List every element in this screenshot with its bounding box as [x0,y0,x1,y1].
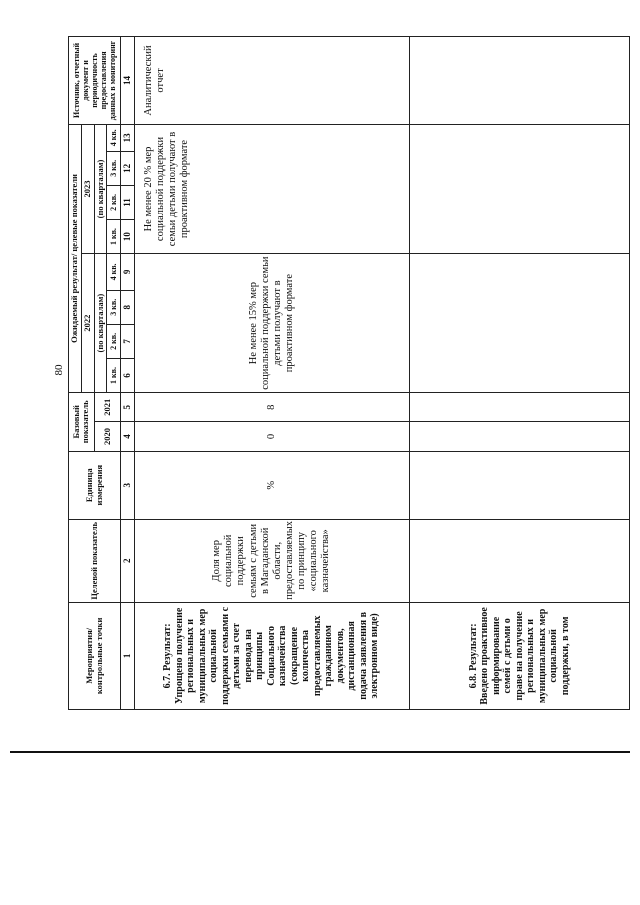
target-2022-6-7: Не менее 15% мер социальной поддержки семьи детьми получают в проактивном формате [134,254,409,393]
index-cell: 3 [121,451,134,519]
header-expected: Ожидаемый результат/ целевые показатели [69,124,82,392]
target-2023-6-8 [409,124,629,253]
table-row-6-8 [409,37,629,710]
source-6-7: Аналитический отчет [134,37,409,125]
header-base-2021: 2021 [94,393,121,422]
header-year-2022: 2022 [81,254,94,393]
unit-6-7: % [134,451,409,519]
table-row-6-7 [134,37,409,710]
index-cell: 6 [121,358,134,392]
index-cell: 12 [121,151,134,185]
header-2023-q3: 3 кв. [107,151,121,185]
header-source: Источник, отчетный документ и периодичность предоставления данных в мониторинг [69,37,121,125]
header-2022-q3: 3 кв. [107,290,121,324]
index-cell: 2 [121,519,134,602]
index-cell: 11 [121,185,134,219]
index-cell: 13 [121,124,134,151]
header-base: Базовый показатель [69,393,95,452]
base-2020-6-8 [409,422,629,451]
header-2022-q1: 1 кв. [107,358,121,392]
index-cell: 4 [121,422,134,451]
base-2021-6-8 [409,393,629,422]
header-year-2023: 2023 [81,124,94,253]
header-2023-q2: 2 кв. [107,185,121,219]
index-cell: 7 [121,324,134,358]
header-2023-q1: 1 кв. [107,220,121,254]
header-2022-q2: 2 кв. [107,324,121,358]
source-6-8 [409,37,629,125]
base-2020-6-7: 0 [134,422,409,451]
header-base-2020: 2020 [94,422,121,451]
index-cell: 9 [121,254,134,291]
header-indicator: Целевой показатель [69,519,121,602]
indicator-6-7: Доля мер социальной поддержки семьям с детьми в Магаданской области, предоставляемых по принципу «социального казначейства» [134,519,409,602]
index-cell: 14 [121,37,134,125]
table-frame [68,36,630,710]
index-row [121,37,134,710]
event-6-7: 6.7. Результат: Упрощено получение региональных и муниципальных мер социальной поддержки семьями с детьми за счет перевода на принципы Социального казначейства (сокращение количества предоставляемых гражданином документов, дистанционная подача заявления в электронном виде) [134,602,409,709]
unit-6-8 [409,451,629,519]
header-2022-q4: 4 кв. [107,254,121,291]
indicator-6-8 [409,519,629,602]
event-6-8: 6.8. Результат: Введено проактивное информирование семей с детьми о праве на получение региональных и муниципальных мер социальной поддержки, в том [409,602,629,709]
base-2021-6-7: 8 [134,393,409,422]
header-2023-by-quarter: (по кварталам) [94,124,107,253]
target-2023-6-7: Не менее 20 % мер социальной поддержки семьи детьми получают в проактивном формате [134,124,409,253]
index-cell: 5 [121,393,134,422]
index-cell: 8 [121,290,134,324]
index-cell: 10 [121,220,134,254]
header-event: Мероприятия/ контрольные точки [69,602,121,709]
target-2022-6-8 [409,254,629,393]
page-number: 80 [53,364,65,376]
bottom-divider-line [10,751,630,753]
rotated-table-container [68,36,630,710]
header-2023-q4: 4 кв. [107,124,121,151]
index-cell: 1 [121,602,134,709]
header-2022-by-quarter: (по кварталам) [94,254,107,393]
header-unit: Единица измерения [69,451,121,519]
indicators-table [68,36,630,710]
